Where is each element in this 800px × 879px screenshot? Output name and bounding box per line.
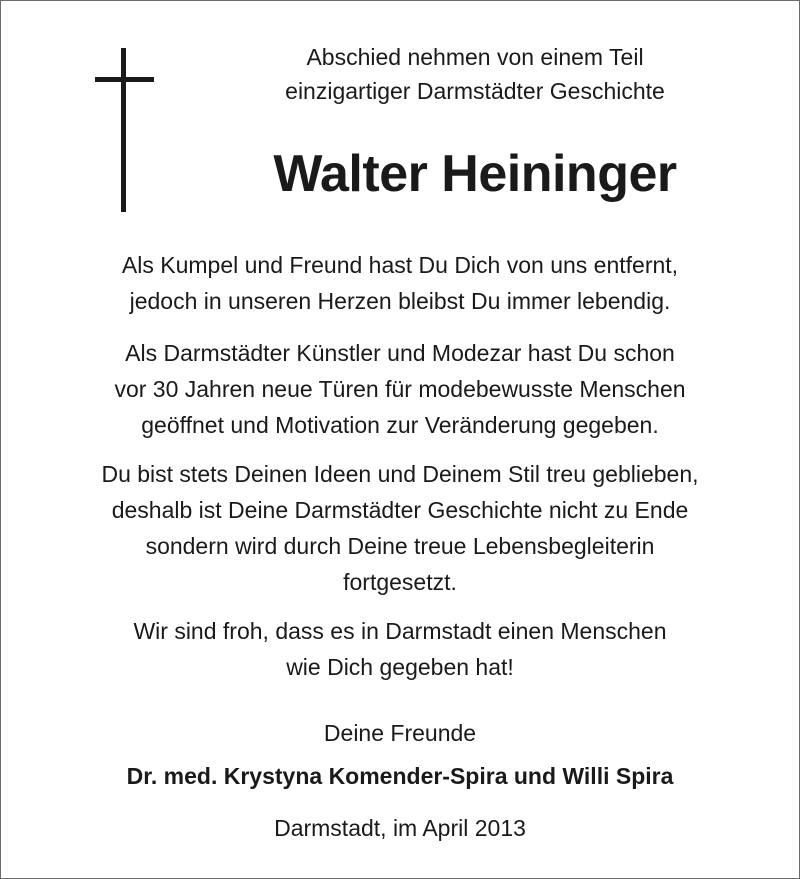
paragraph-legacy (10, 456, 790, 600)
paragraph-line: jedoch in unseren Herzen bleibst Du immer lebendig. (129, 288, 671, 314)
deceased-name: Walter Heininger (273, 145, 677, 203)
header-line: einzigartiger Darmstädter Geschichte (285, 78, 665, 104)
farewell-header (200, 40, 750, 108)
header-line: Abschied nehmen von einem Teil (306, 44, 644, 70)
place-date: Darmstadt, im April 2013 (274, 815, 526, 841)
cross-vertical-bar (121, 48, 126, 212)
paragraph-line: Wir sind froh, dass es in Darmstadt einen Menschen (133, 618, 667, 644)
paragraph-line: Als Kumpel und Freund hast Du Dich von uns entfernt, (121, 252, 679, 278)
cross-horizontal-bar (95, 77, 154, 82)
paragraph-line: Als Darmstädter Künstler und Modezar hast Du schon (125, 340, 675, 366)
paragraph-line: Du bist stets Deinen Ideen und Deinem Stil treu geblieben, (101, 461, 699, 487)
paragraph-line: geöffnet und Motivation zur Veränderung gegeben. (141, 412, 659, 438)
paragraph-gratitude (10, 613, 790, 685)
paragraph-line: vor 30 Jahren neue Türen für modebewusste Menschen (114, 376, 686, 402)
paragraph-line: deshalb ist Deine Darmstädter Geschichte nicht zu Ende (111, 497, 689, 523)
paragraph-line: sondern wird durch Deine treue Lebensbegleiterin (145, 533, 655, 559)
paragraph-line: wie Dich gegeben hat! (286, 654, 514, 680)
signatories: Dr. med. Krystyna Komender-Spira und Willi Spira (126, 763, 674, 789)
paragraph-career (10, 335, 790, 443)
signature-intro: Deine Freunde (323, 720, 477, 746)
paragraph-friendship (10, 247, 790, 319)
paragraph-line: fortgesetzt. (343, 569, 457, 595)
